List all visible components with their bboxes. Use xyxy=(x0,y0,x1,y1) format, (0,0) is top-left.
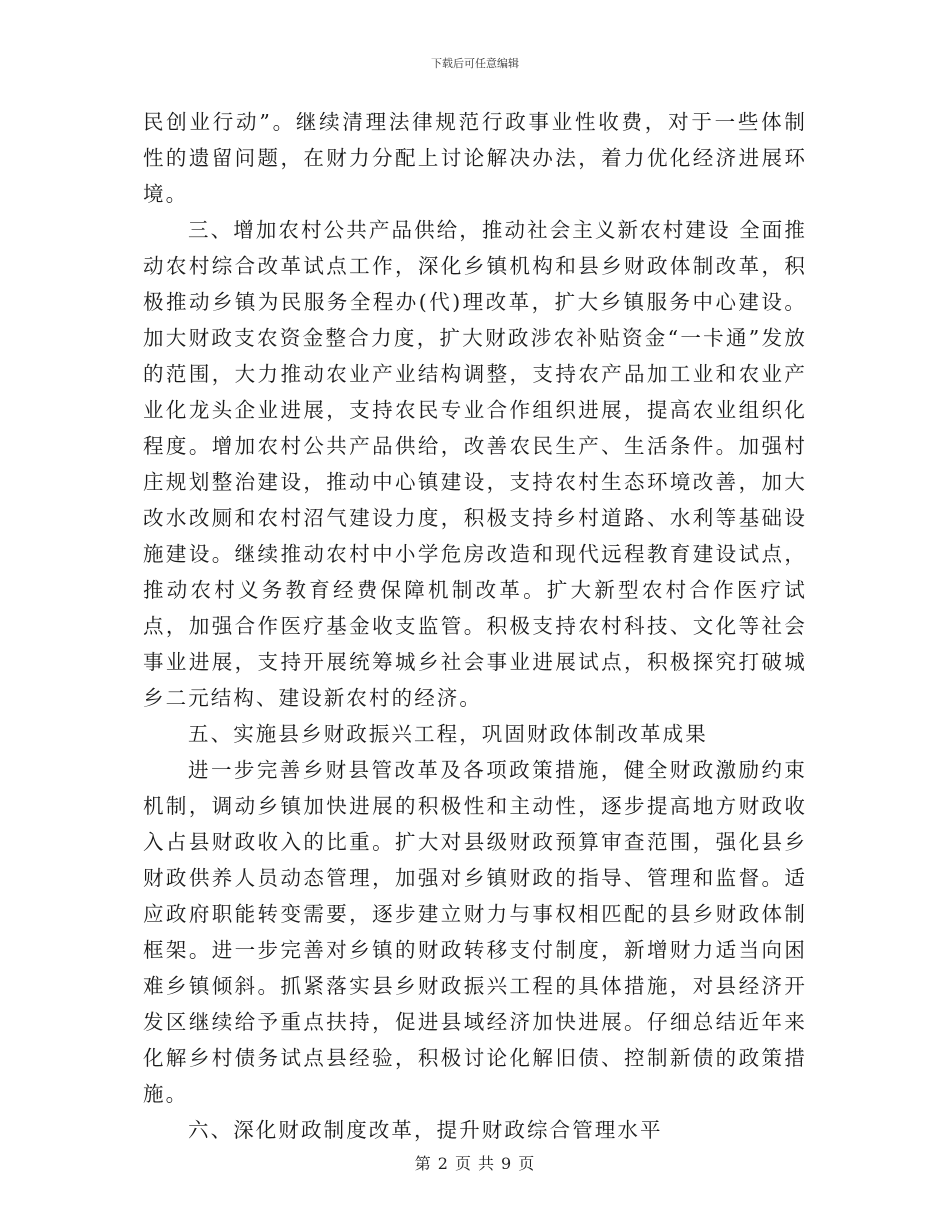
section-heading-6: 六、深化财政制度改革，提升财政综合管理水平 xyxy=(188,1118,663,1142)
paragraph-2: 三、增加农村公共产品供给，推动社会主义新农村建设 全面推动农村综合改革试点工作，深化乡镇机构和县乡财政体制改革，积极推动乡镇为民服务全程办(代)理改革，扩大乡镇服务中心建设。加大财政支农资金整合力度，扩大财政涉农补贴资金“一卡通”发放的范围，大力推动农业产业结构调整，支持农产品加工业和农业产业化龙头企业进展，支持农民专业合作组织进展，提高农业组织化程度。增加农村公共产品供给，改善农民生产、生活条件。加强村庄规划整治建设，推动中心镇建设，支持农村生态环境改善，加大改水改厕和农村沼气建设力度，积极支持乡村道路、水利等基础设施建设。继续推动农村中小学危房改造和现代远程教育建设试点，推动农村义务教育经费保障机制改革。扩大新型农村合作医疗试点，加强合作医疗基金收支监管。积极支持农村科技、文化等社会事业进展，支持开展统筹城乡社会事业进展试点，积极探究打破城乡二元结构、建设新农村的经济。 xyxy=(143,218,807,710)
footer-page-word: 页 xyxy=(454,1154,472,1173)
footer-current-page: 2 xyxy=(437,1154,449,1173)
section-heading-5: 五、实施县乡财政振兴工程，巩固财政体制改革成果 xyxy=(188,722,708,746)
footer-total-word: 共 xyxy=(478,1154,496,1173)
footer-total-pages: 9 xyxy=(501,1154,513,1173)
paragraph-1: 民创业行动”。继续清理法律规范行政事业性收费，对于一些体制性的遗留问题，在财力分配上讨论解决办法，着力优化经济进展环境。 xyxy=(143,110,807,206)
footer-suffix: 页 xyxy=(518,1154,536,1173)
paragraph-3: 进一步完善乡财县管改革及各项政策措施，健全财政激励约束机制，调动乡镇加快进展的积极性和主动性，逐步提高地方财政收入占县财政收入的比重。扩大对县级财政预算审查范围，强化县乡财政供养人员动态管理，加强对乡镇财政的指导、管理和监督。适应政府职能转变需要，逐步建立财力与事权相匹配的县乡财政体制框架。进一步完善对乡镇的财政转移支付制度，新增财力适当向困难乡镇倾斜。抓紧落实县乡财政振兴工程的具体措施，对县经济开发区继续给予重点扶持，促进县域经济加快进展。仔细总结近年来化解乡村债务试点县经验，积极讨论化解旧债、控制新债的政策措施。 xyxy=(143,758,807,1106)
header-note: 下载后可任意编辑 xyxy=(431,57,519,70)
footer-prefix: 第 xyxy=(414,1154,432,1173)
document-body xyxy=(143,104,807,1148)
page-number-footer xyxy=(0,1151,950,1174)
